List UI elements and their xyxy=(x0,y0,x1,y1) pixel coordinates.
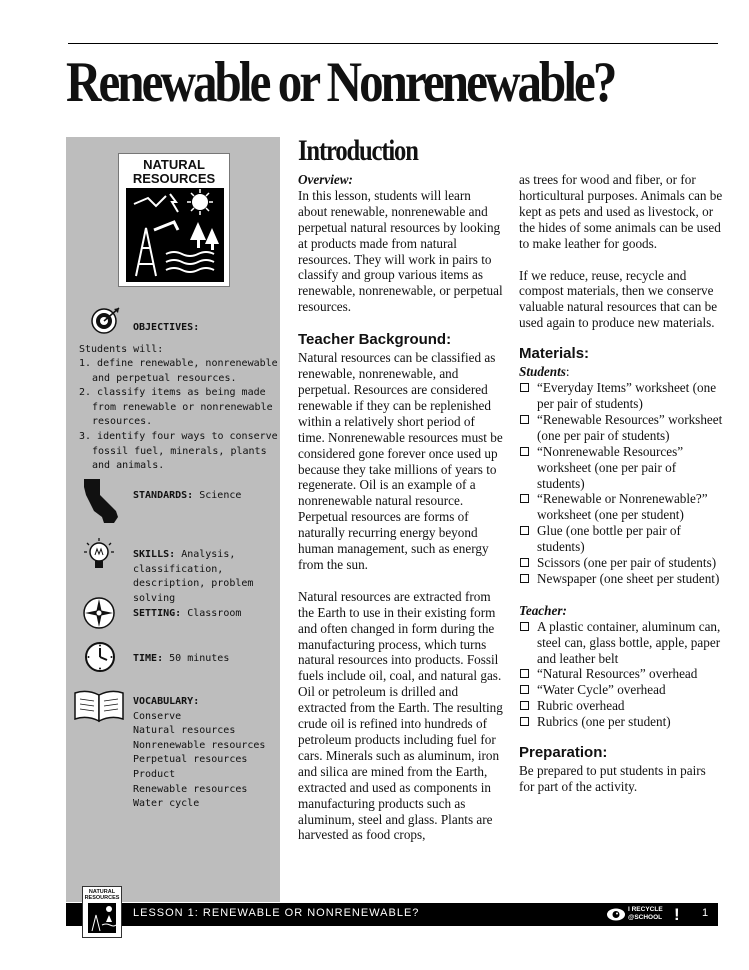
materials-heading: Materials: xyxy=(519,345,590,363)
preparation-heading: Preparation: xyxy=(519,744,608,762)
vocabulary-item: Natural resources xyxy=(133,725,236,737)
sidebar xyxy=(66,137,280,902)
materials-item xyxy=(519,682,724,698)
materials-item xyxy=(519,491,724,523)
materials-item-text: “Nonrenewable Resources” worksheet (one per pair of students) xyxy=(537,443,684,491)
materials-item xyxy=(519,619,724,667)
logo-exclamation-icon: ! xyxy=(674,905,680,924)
skills-block xyxy=(133,548,278,606)
intro-continued-p1: as trees for wood and fiber, or for horticultural purposes. Animals can be kept as pets and used as livestock, or the hides of some animals can be used to make leather for goods. xyxy=(519,172,723,251)
right-column xyxy=(519,172,724,795)
materials-item xyxy=(519,698,724,714)
vocabulary-item: Renewable resources xyxy=(133,783,248,795)
footer-badge-text: NATURAL RESOURCES xyxy=(84,889,120,901)
materials-item-text: “Everyday Items” worksheet (one per pair of students) xyxy=(537,380,717,411)
lightbulb-icon xyxy=(82,537,116,575)
page-title: Renewable or Nonrenewable? xyxy=(66,51,615,114)
objectives-list xyxy=(79,357,279,474)
checkbox-icon xyxy=(520,622,529,631)
materials-item-text: “Natural Resources” overhead xyxy=(537,666,698,682)
checkbox-icon xyxy=(520,574,529,583)
teacher-background-p2: Natural resources are extracted from the Earth to use in their existing form and often changed in form during the manufacturing process, which turns natural resources into products. Fossil fuels include oil, coal, and natural gas. Oil or petroleum is drilled and extracted from the Earth. The resulting crude oil is refined into hundreds of petroleum products including fuel for cars. Minerals such as aluminum, iron and silica are mined from the Earth, extracted and used as components in manufacturing products such as aluminum, steel and glass. Plants are harvested as food crops, xyxy=(298,588,503,843)
vocabulary-label: VOCABULARY: xyxy=(133,696,200,707)
time-value: 50 minutes xyxy=(169,653,230,664)
setting-value: Classroom xyxy=(187,608,242,619)
materials-item xyxy=(519,523,724,555)
checkbox-icon xyxy=(520,669,529,678)
materials-item-text: “Water Cycle” overhead xyxy=(537,682,666,698)
checkbox-icon xyxy=(520,558,529,567)
setting-block xyxy=(133,607,278,622)
clock-icon xyxy=(84,641,116,673)
materials-item-text: Rubric overhead xyxy=(537,698,625,714)
middle-column xyxy=(298,172,503,843)
objective-item: 3. identify four ways to conserve fossil fuel, minerals, plants and animals. xyxy=(79,430,278,472)
materials-item xyxy=(519,714,724,730)
checkbox-icon xyxy=(520,701,529,710)
overview-text: In this lesson, students will learn about renewable, nonrenewable and perpetual natural resources by looking at products made from natural resources. They will work in pairs to classify and group various items as renewable, nonrenewable, or perpetual resources. xyxy=(298,187,503,315)
materials-item xyxy=(519,666,724,682)
checkbox-icon xyxy=(520,685,529,694)
materials-item-text: A plastic container, aluminum can, steel can, glass bottle, apple, paper and leather belt xyxy=(537,618,721,666)
open-book-icon xyxy=(72,687,126,723)
materials-item-text: Glue (one bottle per pair of students) xyxy=(537,523,681,555)
introduction-heading: Introduction xyxy=(298,134,418,167)
time-block xyxy=(133,652,278,667)
objectives-heading: OBJECTIVES: xyxy=(133,322,200,333)
materials-item xyxy=(519,571,724,587)
teacher-background-heading: Teacher Background: xyxy=(298,331,452,349)
teacher-background-p1: Natural resources can be classified as renewable, nonrenewable, and perpetual. Resources are considered renewable if they can be replenished within a relatively short period of time. Nonrenewable resources must be considered gone forever once used up because they take millions of years to regenerate. Oil is an example of a nonrenewable natural resource. Perpetual resources are forms of naturally recurring energy beyond human management, such as energy from the sun. xyxy=(298,350,503,572)
students-materials-list xyxy=(519,380,724,587)
skills-value: Analysis, classification, description, problem solving xyxy=(133,549,254,604)
materials-item-text: Rubrics (one per student) xyxy=(537,714,671,730)
overview-label: Overview: xyxy=(298,172,353,187)
badge-title: NATURAL RESOURCES xyxy=(132,157,216,186)
checkbox-icon xyxy=(520,526,529,535)
top-rule xyxy=(68,43,718,44)
materials-item xyxy=(519,555,724,571)
checkbox-icon xyxy=(520,383,529,392)
preparation-text: Be prepared to put students in pairs for part of the activity. xyxy=(519,763,706,794)
materials-item xyxy=(519,380,724,412)
page-number: 1 xyxy=(702,907,709,919)
natural-resources-illustration-icon xyxy=(126,188,224,282)
materials-item-text: Scissors (one per pair of students) xyxy=(537,555,717,571)
footer-natural-resources-badge xyxy=(82,886,122,938)
vocabulary-item: Nonrenewable resources xyxy=(133,739,266,751)
vocabulary-item: Conserve xyxy=(133,710,182,722)
standards-block xyxy=(133,489,278,504)
checkbox-icon xyxy=(520,717,529,726)
time-label: TIME: xyxy=(133,653,164,664)
materials-item-text: “Renewable Resources” worksheet (one per pair of students) xyxy=(537,411,723,443)
footer-badge-illustration-icon xyxy=(88,903,116,933)
students-label: Students: xyxy=(519,364,570,380)
teacher-materials-list xyxy=(519,619,724,730)
objectives-intro: Students will: xyxy=(79,344,164,355)
recycle-eye-icon xyxy=(606,907,626,922)
teacher-label: Teacher: xyxy=(519,602,567,618)
vocabulary-block xyxy=(133,695,278,812)
checkbox-icon xyxy=(520,447,529,456)
standards-label: STANDARDS: xyxy=(133,490,194,501)
logo-text: I RECYCLE @SCHOOL xyxy=(628,906,663,921)
objective-item: 2. classify items as being made from renewable or nonrenewable resources. xyxy=(79,387,273,428)
intro-continued-p2: If we reduce, reuse, recycle and compost materials, then we conserve valuable natural resources that can be used again to produce new materials. xyxy=(519,267,718,331)
materials-item-text: Newspaper (one sheet per student) xyxy=(537,570,720,586)
california-map-icon xyxy=(80,477,122,525)
compass-icon xyxy=(82,596,116,630)
setting-label: SETTING: xyxy=(133,608,182,619)
vocabulary-item: Water cycle xyxy=(133,798,200,810)
skills-label: SKILLS: xyxy=(133,549,176,560)
target-icon xyxy=(86,305,122,337)
vocabulary-item: Product xyxy=(133,768,176,780)
materials-item-text: “Renewable or Nonrenewable?” worksheet (one per student) xyxy=(537,491,708,523)
footer-lesson-title: LESSON 1: RENEWABLE OR NONRENEWABLE? xyxy=(133,907,420,919)
vocabulary-item: Perpetual resources xyxy=(133,754,248,766)
objective-item: 1. define renewable, nonrenewable and perpetual resources. xyxy=(79,358,278,384)
i-recycle-school-logo xyxy=(606,905,698,924)
checkbox-icon xyxy=(520,494,529,503)
materials-item xyxy=(519,444,724,492)
natural-resources-badge xyxy=(118,153,230,287)
standards-value: Science xyxy=(199,490,242,501)
materials-item xyxy=(519,412,724,444)
checkbox-icon xyxy=(520,415,529,424)
students-label-text: Students xyxy=(519,364,566,380)
